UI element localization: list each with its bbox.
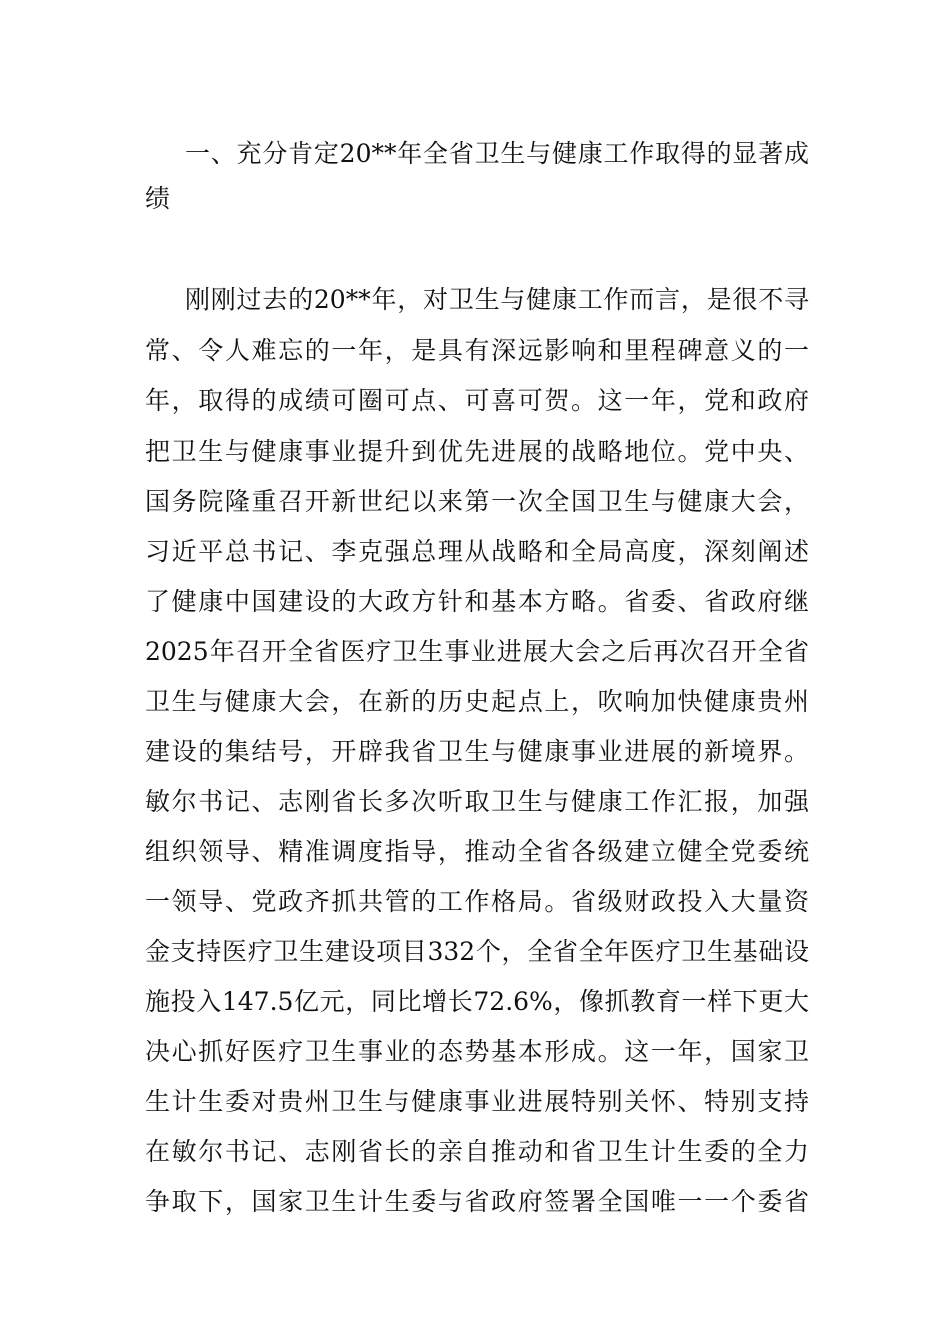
paragraph-line: 在敏尔书记、志刚省长的亲自推动和省卫生计生委的全力 xyxy=(145,1137,809,1166)
paragraph-line: 一领导、党政齐抓共管的工作格局。省级财政投入大量资 xyxy=(145,887,809,916)
paragraph-line: 国务院隆重召开新世纪以来第一次全国卫生与健康大会， xyxy=(145,487,809,516)
section-heading-line-2: 绩 xyxy=(145,184,171,213)
paragraph-line: 组织领导、精准调度指导，推动全省各级建立健全党委统 xyxy=(145,837,809,866)
paragraph-line: 生计生委对贵州卫生与健康事业进展特别关怀、特别支持 xyxy=(145,1087,809,1116)
paragraph-line: 刚刚过去的20**年，对卫生与健康工作而言，是很不寻 xyxy=(185,285,809,314)
paragraph-line: 争取下，国家卫生计生委与省政府签署全国唯一一个委省 xyxy=(145,1187,809,1216)
paragraph-line: 施投入147.5亿元，同比增长72.6%，像抓教育一样下更大 xyxy=(145,987,809,1016)
paragraph-line: 建设的集结号，开辟我省卫生与健康事业进展的新境界。 xyxy=(145,737,809,766)
paragraph-line: 2025年召开全省医疗卫生事业进展大会之后再次召开全省 xyxy=(145,637,809,666)
paragraph-line: 决心抓好医疗卫生事业的态势基本形成。这一年，国家卫 xyxy=(145,1037,809,1066)
paragraph-line: 了健康中国建设的大政方针和基本方略。省委、省政府继 xyxy=(145,587,809,616)
paragraph-line: 卫生与健康大会，在新的历史起点上，吹响加快健康贵州 xyxy=(145,687,809,716)
paragraph-line: 金支持医疗卫生建设项目332个，全省全年医疗卫生基础设 xyxy=(145,937,809,966)
paragraph-line: 敏尔书记、志刚省长多次听取卫生与健康工作汇报，加强 xyxy=(145,787,809,816)
section-heading-line-1: 一、充分肯定20**年全省卫生与健康工作取得的显著成 xyxy=(185,139,809,168)
paragraph-line: 常、令人难忘的一年，是具有深远影响和里程碑意义的一 xyxy=(145,336,809,365)
paragraph-line: 把卫生与健康事业提升到优先进展的战略地位。党中央、 xyxy=(145,437,809,466)
paragraph-line: 习近平总书记、李克强总理从战略和全局高度，深刻阐述 xyxy=(145,537,809,566)
paragraph-line: 年，取得的成绩可圈可点、可喜可贺。这一年，党和政府 xyxy=(145,386,809,415)
